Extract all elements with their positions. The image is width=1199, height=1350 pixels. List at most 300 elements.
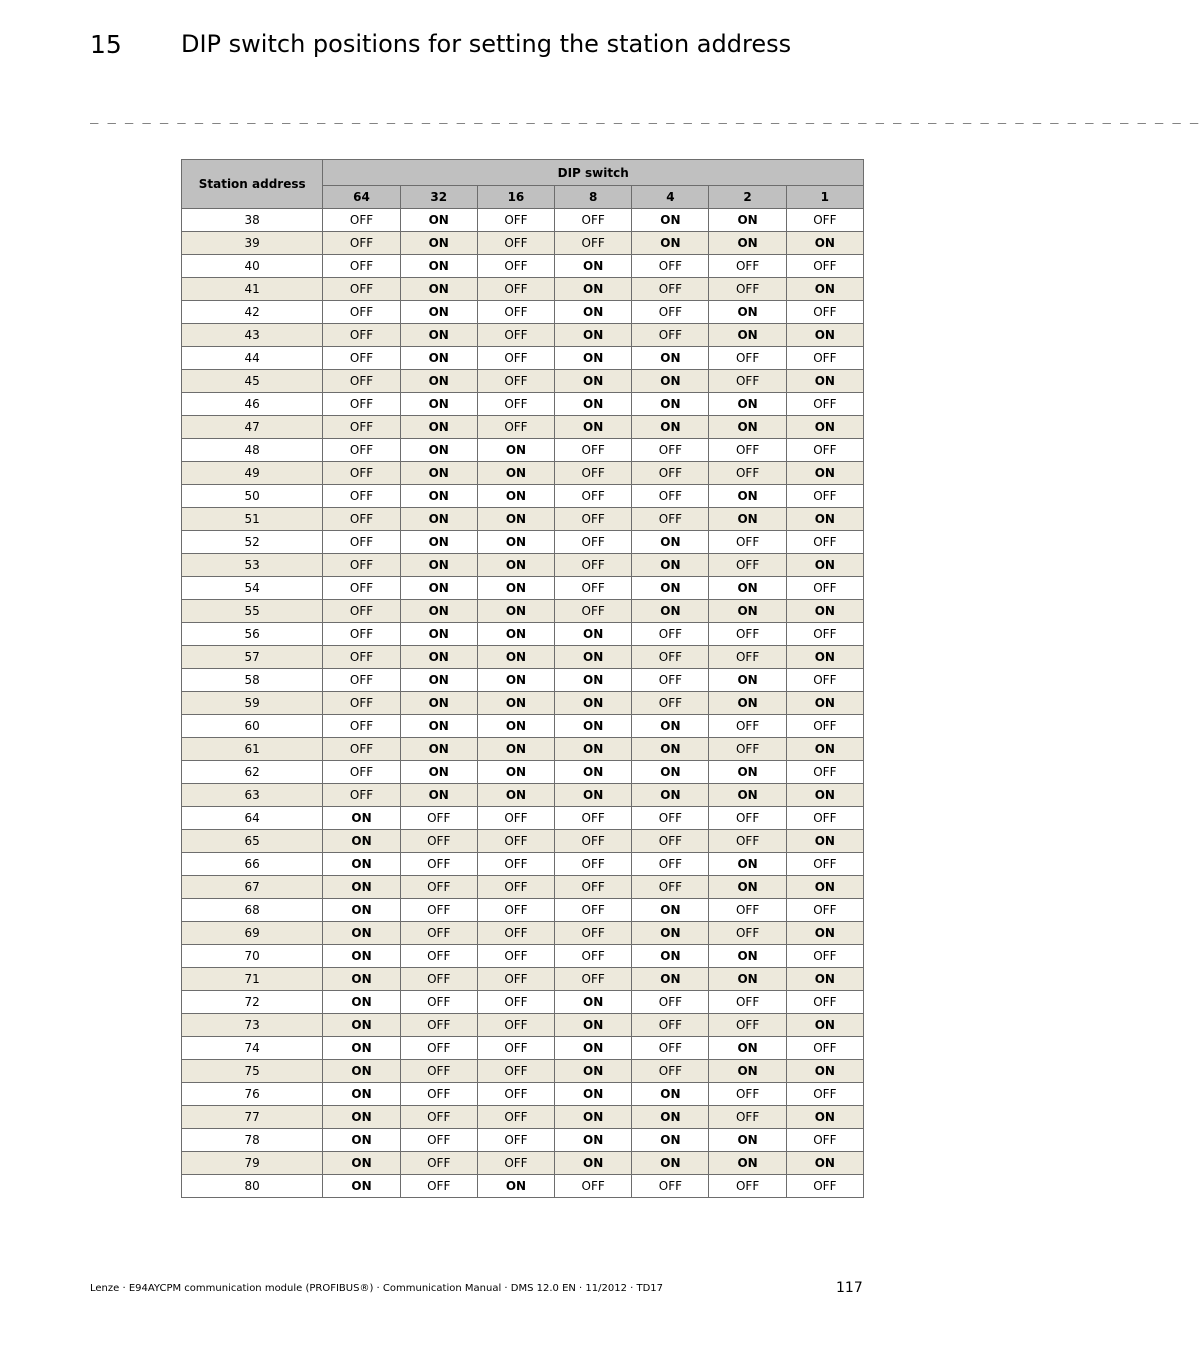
switch-state-cell: OFF: [555, 1175, 632, 1198]
switch-state-cell: ON: [400, 324, 477, 347]
table-row: [182, 508, 864, 531]
switch-state-cell: ON: [786, 324, 863, 347]
switch-state-cell: ON: [555, 784, 632, 807]
switch-state-cell: ON: [477, 485, 554, 508]
switch-state-cell: OFF: [555, 209, 632, 232]
station-address-cell: 55: [182, 600, 323, 623]
switch-state-cell: OFF: [555, 439, 632, 462]
switch-state-cell: OFF: [786, 623, 863, 646]
station-address-cell: 43: [182, 324, 323, 347]
switch-state-cell: ON: [555, 1106, 632, 1129]
switch-state-cell: OFF: [555, 968, 632, 991]
switch-state-cell: OFF: [632, 301, 709, 324]
switch-state-cell: OFF: [400, 830, 477, 853]
switch-state-cell: ON: [323, 853, 400, 876]
switch-state-cell: OFF: [323, 485, 400, 508]
switch-state-cell: OFF: [555, 232, 632, 255]
switch-state-cell: ON: [400, 600, 477, 623]
station-address-cell: 41: [182, 278, 323, 301]
switch-state-cell: ON: [555, 347, 632, 370]
switch-state-cell: OFF: [632, 485, 709, 508]
switch-state-cell: OFF: [632, 1060, 709, 1083]
switch-state-cell: OFF: [555, 922, 632, 945]
switch-state-cell: ON: [632, 899, 709, 922]
switch-state-cell: OFF: [786, 991, 863, 1014]
switch-state-cell: ON: [323, 1014, 400, 1037]
table-row: [182, 1083, 864, 1106]
station-address-cell: 75: [182, 1060, 323, 1083]
switch-state-cell: OFF: [477, 370, 554, 393]
table-row: [182, 968, 864, 991]
switch-state-cell: OFF: [400, 853, 477, 876]
switch-state-cell: ON: [555, 278, 632, 301]
switch-state-cell: OFF: [786, 853, 863, 876]
switch-state-cell: ON: [555, 761, 632, 784]
station-address-cell: 66: [182, 853, 323, 876]
switch-state-cell: OFF: [477, 876, 554, 899]
switch-state-cell: ON: [400, 209, 477, 232]
switch-state-cell: ON: [709, 1152, 786, 1175]
switch-state-cell: ON: [709, 577, 786, 600]
table-row: [182, 1129, 864, 1152]
switch-state-cell: OFF: [555, 600, 632, 623]
table-row: [182, 1106, 864, 1129]
switch-state-cell: OFF: [555, 853, 632, 876]
switch-state-cell: OFF: [477, 301, 554, 324]
switch-state-cell: ON: [477, 761, 554, 784]
table-row: [182, 945, 864, 968]
switch-state-cell: ON: [709, 416, 786, 439]
switch-state-cell: OFF: [709, 807, 786, 830]
switch-state-cell: OFF: [709, 715, 786, 738]
switch-state-cell: ON: [555, 255, 632, 278]
switch-state-cell: ON: [632, 393, 709, 416]
station-address-cell: 67: [182, 876, 323, 899]
switch-state-cell: ON: [632, 600, 709, 623]
switch-state-cell: ON: [786, 784, 863, 807]
switch-state-cell: ON: [477, 554, 554, 577]
switch-state-cell: OFF: [709, 1083, 786, 1106]
switch-state-cell: OFF: [786, 1175, 863, 1198]
switch-state-cell: ON: [555, 416, 632, 439]
dip-switch-header: DIP switch: [323, 160, 864, 186]
switch-state-cell: ON: [632, 1152, 709, 1175]
switch-state-cell: ON: [786, 1014, 863, 1037]
switch-state-cell: OFF: [323, 738, 400, 761]
switch-state-cell: OFF: [709, 646, 786, 669]
table-row: [182, 416, 864, 439]
table-row: [182, 1037, 864, 1060]
table-row: [182, 1060, 864, 1083]
switch-state-cell: OFF: [400, 1129, 477, 1152]
switch-state-cell: OFF: [709, 531, 786, 554]
switch-state-cell: OFF: [477, 232, 554, 255]
switch-state-cell: ON: [555, 370, 632, 393]
switch-state-cell: OFF: [400, 945, 477, 968]
switch-state-cell: OFF: [709, 1014, 786, 1037]
station-address-cell: 77: [182, 1106, 323, 1129]
switch-state-cell: ON: [786, 1106, 863, 1129]
switch-state-cell: ON: [632, 347, 709, 370]
switch-state-cell: OFF: [555, 531, 632, 554]
switch-state-cell: ON: [632, 761, 709, 784]
switch-state-cell: OFF: [323, 347, 400, 370]
switch-state-cell: OFF: [632, 807, 709, 830]
switch-state-cell: ON: [786, 1060, 863, 1083]
switch-state-cell: ON: [477, 784, 554, 807]
switch-state-cell: OFF: [323, 600, 400, 623]
page-number: 117: [836, 1280, 863, 1296]
switch-state-cell: ON: [400, 462, 477, 485]
table-row: [182, 876, 864, 899]
switch-state-cell: ON: [709, 393, 786, 416]
switch-state-cell: OFF: [709, 991, 786, 1014]
switch-state-cell: OFF: [400, 1152, 477, 1175]
switch-state-cell: ON: [632, 715, 709, 738]
switch-state-cell: ON: [400, 761, 477, 784]
switch-state-cell: ON: [400, 485, 477, 508]
table-row: [182, 761, 864, 784]
switch-state-cell: OFF: [323, 692, 400, 715]
switch-state-cell: OFF: [555, 462, 632, 485]
switch-state-cell: OFF: [555, 485, 632, 508]
station-address-cell: 50: [182, 485, 323, 508]
switch-state-cell: OFF: [555, 830, 632, 853]
station-address-cell: 51: [182, 508, 323, 531]
switch-state-cell: ON: [709, 209, 786, 232]
station-address-cell: 62: [182, 761, 323, 784]
switch-state-cell: ON: [323, 968, 400, 991]
switch-state-cell: ON: [709, 669, 786, 692]
switch-state-cell: ON: [477, 692, 554, 715]
switch-state-cell: ON: [786, 646, 863, 669]
switch-state-cell: ON: [632, 1129, 709, 1152]
switch-column-header: 4: [632, 186, 709, 209]
switch-state-cell: OFF: [786, 1129, 863, 1152]
chapter-title: DIP switch positions for setting the station address: [181, 30, 792, 58]
switch-state-cell: ON: [632, 577, 709, 600]
switch-state-cell: OFF: [477, 1014, 554, 1037]
switch-state-cell: ON: [323, 876, 400, 899]
switch-state-cell: OFF: [709, 278, 786, 301]
switch-state-cell: OFF: [400, 1014, 477, 1037]
switch-state-cell: ON: [632, 968, 709, 991]
switch-state-cell: OFF: [709, 738, 786, 761]
switch-column-header: 8: [555, 186, 632, 209]
switch-state-cell: OFF: [632, 876, 709, 899]
switch-state-cell: ON: [632, 554, 709, 577]
switch-state-cell: ON: [709, 600, 786, 623]
station-address-cell: 70: [182, 945, 323, 968]
switch-state-cell: OFF: [786, 1083, 863, 1106]
switch-state-cell: OFF: [709, 255, 786, 278]
switch-state-cell: ON: [555, 646, 632, 669]
station-address-header: Station address: [182, 160, 323, 209]
table-row: [182, 485, 864, 508]
switch-state-cell: ON: [400, 646, 477, 669]
switch-state-cell: OFF: [786, 761, 863, 784]
switch-state-cell: ON: [323, 991, 400, 1014]
switch-state-cell: ON: [709, 876, 786, 899]
switch-state-cell: ON: [709, 853, 786, 876]
switch-state-cell: ON: [400, 784, 477, 807]
switch-state-cell: OFF: [477, 416, 554, 439]
switch-state-cell: OFF: [477, 1083, 554, 1106]
switch-state-cell: ON: [323, 1083, 400, 1106]
switch-state-cell: OFF: [632, 692, 709, 715]
station-address-cell: 73: [182, 1014, 323, 1037]
station-address-cell: 52: [182, 531, 323, 554]
switch-state-cell: OFF: [632, 830, 709, 853]
switch-column-header: 16: [477, 186, 554, 209]
table-row: [182, 692, 864, 715]
switch-column-header: 2: [709, 186, 786, 209]
table-row: [182, 1175, 864, 1198]
switch-state-cell: ON: [786, 278, 863, 301]
switch-state-cell: OFF: [477, 830, 554, 853]
switch-state-cell: OFF: [555, 554, 632, 577]
switch-state-cell: OFF: [477, 209, 554, 232]
switch-state-cell: OFF: [786, 347, 863, 370]
switch-column-header: 64: [323, 186, 400, 209]
switch-state-cell: ON: [400, 623, 477, 646]
switch-state-cell: OFF: [786, 393, 863, 416]
switch-state-cell: OFF: [709, 1106, 786, 1129]
switch-state-cell: OFF: [632, 646, 709, 669]
station-address-cell: 80: [182, 1175, 323, 1198]
station-address-cell: 48: [182, 439, 323, 462]
switch-state-cell: OFF: [786, 899, 863, 922]
switch-state-cell: ON: [555, 1152, 632, 1175]
switch-state-cell: OFF: [400, 991, 477, 1014]
station-address-cell: 42: [182, 301, 323, 324]
switch-state-cell: OFF: [786, 577, 863, 600]
switch-state-cell: OFF: [477, 324, 554, 347]
switch-state-cell: ON: [477, 1175, 554, 1198]
header-separator: _ _ _ _ _ _ _ _ _ _ _ _ _ _ _ _ _ _ _ _ _ _ _ _ _ _ _ _ _ _ _ _ _ _ _ _ _ _ _ _ _ _ _ _ _ _ _ _ _ _ _ _ _ _ _ _ _ _ _ _ _ _ _ _: [90, 108, 1199, 124]
table-row: [182, 899, 864, 922]
switch-state-cell: ON: [632, 370, 709, 393]
switch-state-cell: ON: [323, 1152, 400, 1175]
switch-state-cell: OFF: [400, 807, 477, 830]
switch-state-cell: ON: [323, 1106, 400, 1129]
switch-state-cell: OFF: [632, 991, 709, 1014]
station-address-cell: 71: [182, 968, 323, 991]
switch-state-cell: ON: [477, 600, 554, 623]
station-address-cell: 46: [182, 393, 323, 416]
switch-state-cell: OFF: [709, 462, 786, 485]
switch-state-cell: OFF: [632, 1014, 709, 1037]
station-address-cell: 57: [182, 646, 323, 669]
switch-state-cell: OFF: [709, 347, 786, 370]
table-row: [182, 462, 864, 485]
switch-state-cell: ON: [555, 1060, 632, 1083]
switch-state-cell: ON: [555, 393, 632, 416]
switch-state-cell: ON: [709, 1060, 786, 1083]
switch-state-cell: ON: [323, 1037, 400, 1060]
switch-state-cell: ON: [400, 347, 477, 370]
switch-state-cell: ON: [555, 991, 632, 1014]
switch-state-cell: ON: [709, 968, 786, 991]
switch-state-cell: OFF: [323, 761, 400, 784]
station-address-cell: 61: [182, 738, 323, 761]
switch-state-cell: ON: [323, 1060, 400, 1083]
switch-state-cell: ON: [709, 485, 786, 508]
table-row: [182, 439, 864, 462]
switch-state-cell: OFF: [555, 807, 632, 830]
switch-state-cell: OFF: [709, 830, 786, 853]
switch-state-cell: OFF: [477, 991, 554, 1014]
table-row: [182, 669, 864, 692]
station-address-cell: 56: [182, 623, 323, 646]
switch-state-cell: ON: [786, 1152, 863, 1175]
table-row: [182, 715, 864, 738]
switch-state-cell: OFF: [477, 1129, 554, 1152]
switch-state-cell: OFF: [786, 301, 863, 324]
switch-state-cell: ON: [477, 531, 554, 554]
switch-state-cell: ON: [632, 784, 709, 807]
switch-state-cell: ON: [400, 692, 477, 715]
station-address-cell: 45: [182, 370, 323, 393]
station-address-cell: 38: [182, 209, 323, 232]
switch-state-cell: OFF: [323, 393, 400, 416]
switch-state-cell: OFF: [709, 623, 786, 646]
switch-state-cell: ON: [323, 1129, 400, 1152]
switch-state-cell: OFF: [323, 324, 400, 347]
switch-state-cell: ON: [555, 1129, 632, 1152]
switch-state-cell: OFF: [709, 439, 786, 462]
switch-state-cell: ON: [323, 922, 400, 945]
table-row: [182, 922, 864, 945]
switch-state-cell: ON: [786, 968, 863, 991]
switch-state-cell: OFF: [632, 623, 709, 646]
switch-state-cell: OFF: [400, 1175, 477, 1198]
switch-state-cell: ON: [786, 876, 863, 899]
switch-state-cell: ON: [400, 278, 477, 301]
table-row: [182, 577, 864, 600]
station-address-cell: 44: [182, 347, 323, 370]
switch-state-cell: OFF: [786, 255, 863, 278]
switch-state-cell: OFF: [323, 209, 400, 232]
switch-state-cell: ON: [555, 324, 632, 347]
switch-state-cell: ON: [400, 554, 477, 577]
switch-state-cell: OFF: [477, 1152, 554, 1175]
switch-state-cell: OFF: [323, 577, 400, 600]
switch-state-cell: ON: [477, 577, 554, 600]
table-row: [182, 531, 864, 554]
table-row: [182, 738, 864, 761]
switch-state-cell: ON: [786, 692, 863, 715]
switch-state-cell: OFF: [555, 508, 632, 531]
switch-state-cell: OFF: [477, 1037, 554, 1060]
switch-state-cell: ON: [555, 738, 632, 761]
switch-state-cell: ON: [709, 232, 786, 255]
switch-state-cell: ON: [709, 784, 786, 807]
station-address-cell: 39: [182, 232, 323, 255]
switch-state-cell: OFF: [786, 485, 863, 508]
switch-state-cell: ON: [709, 692, 786, 715]
table-row: [182, 807, 864, 830]
switch-state-cell: ON: [477, 623, 554, 646]
switch-state-cell: OFF: [555, 899, 632, 922]
switch-state-cell: OFF: [323, 715, 400, 738]
switch-state-cell: ON: [786, 232, 863, 255]
switch-state-cell: OFF: [632, 853, 709, 876]
table-row: [182, 623, 864, 646]
switch-state-cell: ON: [400, 439, 477, 462]
switch-state-cell: OFF: [632, 439, 709, 462]
switch-state-cell: ON: [400, 232, 477, 255]
switch-state-cell: OFF: [400, 1106, 477, 1129]
switch-state-cell: ON: [786, 922, 863, 945]
switch-state-cell: OFF: [323, 623, 400, 646]
table-row: [182, 347, 864, 370]
switch-state-cell: OFF: [632, 278, 709, 301]
switch-state-cell: ON: [323, 945, 400, 968]
table-row: [182, 324, 864, 347]
table-row: [182, 393, 864, 416]
station-address-cell: 78: [182, 1129, 323, 1152]
switch-column-header: 32: [400, 186, 477, 209]
switch-state-cell: OFF: [786, 1037, 863, 1060]
station-address-cell: 60: [182, 715, 323, 738]
switch-state-cell: OFF: [709, 922, 786, 945]
switch-state-cell: OFF: [323, 554, 400, 577]
switch-state-cell: OFF: [400, 899, 477, 922]
switch-state-cell: OFF: [786, 439, 863, 462]
dip-switch-table: [181, 159, 864, 1198]
switch-state-cell: ON: [477, 508, 554, 531]
switch-state-cell: ON: [709, 301, 786, 324]
table-body: [182, 209, 864, 1198]
switch-state-cell: OFF: [323, 370, 400, 393]
switch-state-cell: OFF: [786, 807, 863, 830]
switch-state-cell: ON: [477, 738, 554, 761]
footer-text: Lenze · E94AYCPM communication module (PROFIBUS®) · Communication Manual · DMS 12.0 EN · 11/2012 · TD17: [90, 1283, 664, 1294]
switch-state-cell: ON: [709, 324, 786, 347]
table-row: [182, 232, 864, 255]
station-address-cell: 59: [182, 692, 323, 715]
switch-state-cell: OFF: [323, 301, 400, 324]
switch-state-cell: OFF: [323, 439, 400, 462]
table-row: [182, 646, 864, 669]
switch-state-cell: OFF: [632, 462, 709, 485]
switch-state-cell: OFF: [477, 853, 554, 876]
switch-state-cell: OFF: [709, 899, 786, 922]
station-address-cell: 64: [182, 807, 323, 830]
switch-state-cell: ON: [323, 1175, 400, 1198]
table-row: [182, 1152, 864, 1175]
switch-state-cell: ON: [400, 301, 477, 324]
switch-state-cell: OFF: [400, 1083, 477, 1106]
station-address-cell: 53: [182, 554, 323, 577]
table-row: [182, 255, 864, 278]
station-address-cell: 54: [182, 577, 323, 600]
switch-state-cell: ON: [555, 623, 632, 646]
switch-state-cell: ON: [400, 577, 477, 600]
switch-state-cell: OFF: [709, 554, 786, 577]
station-address-cell: 72: [182, 991, 323, 1014]
switch-state-cell: OFF: [477, 968, 554, 991]
switch-state-cell: ON: [786, 508, 863, 531]
switch-state-cell: OFF: [632, 1037, 709, 1060]
switch-state-cell: ON: [632, 209, 709, 232]
switch-state-cell: OFF: [477, 255, 554, 278]
switch-state-cell: OFF: [323, 462, 400, 485]
table-row: [182, 301, 864, 324]
switch-state-cell: ON: [323, 899, 400, 922]
switch-state-cell: OFF: [477, 807, 554, 830]
